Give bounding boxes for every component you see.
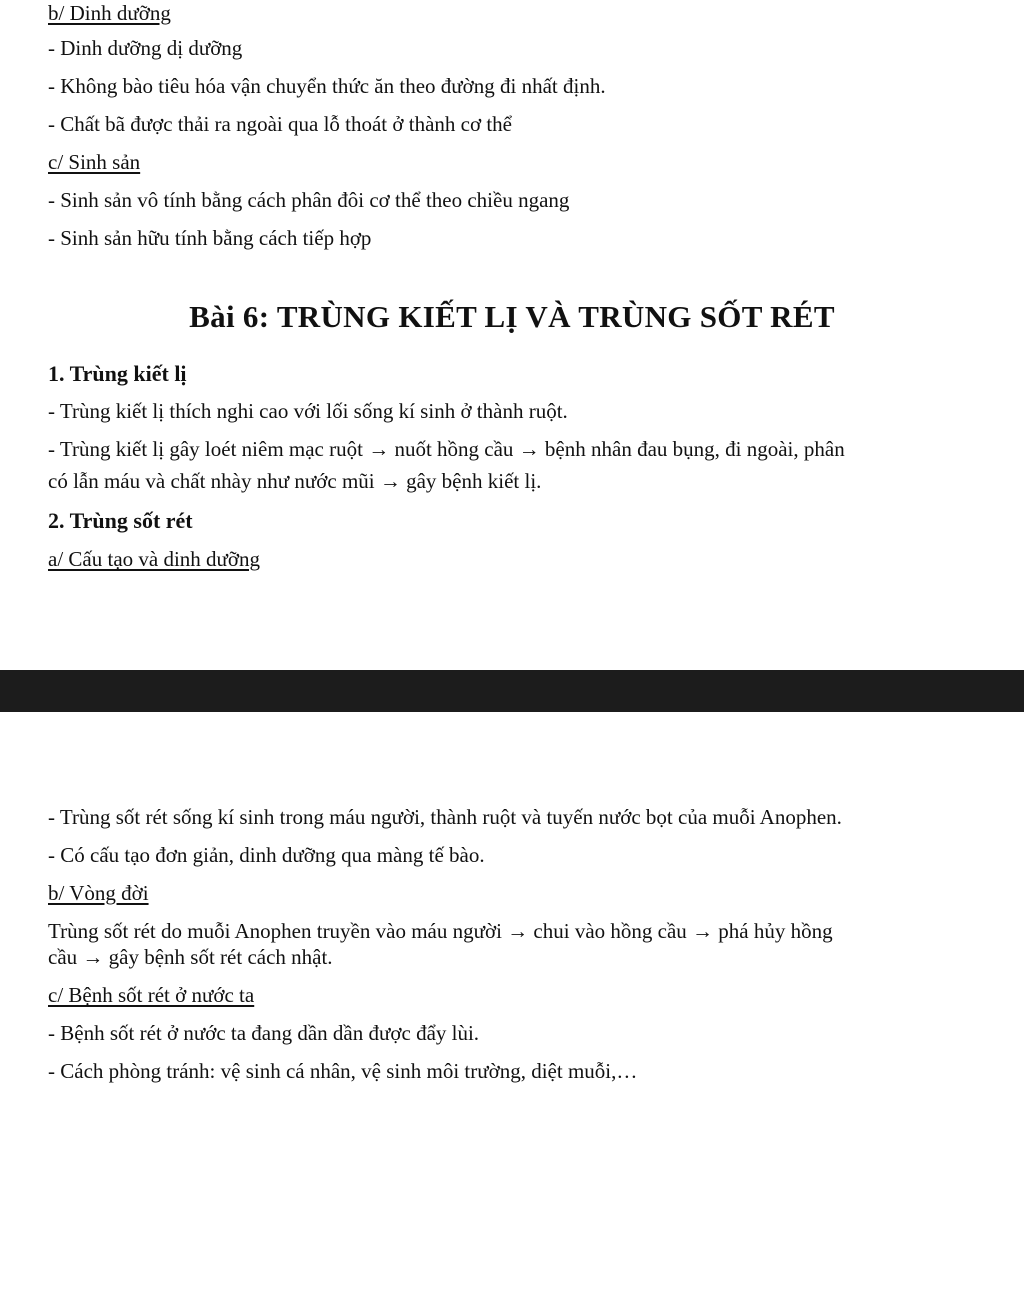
section-1-heading: 1. Trùng kiết lị <box>48 361 187 386</box>
heading-benh-sot-ret: c/ Bệnh sốt rét ở nước ta <box>48 983 255 1007</box>
section-2a-item: - Trùng sốt rét sống kí sinh trong máu người, thành ruột và tuyến nước bọt của muỗi Anophen. <box>48 805 842 829</box>
dinh-duong-item: - Không bào tiêu hóa vận chuyển thức ăn theo đường đi nhất định. <box>48 74 606 98</box>
section-1-item: - Trùng kiết lị thích nghi cao với lối sống kí sinh ở thành ruột. <box>48 399 568 423</box>
benh-item: - Cách phòng tránh: vệ sinh cá nhân, vệ sinh môi trường, diệt muỗi,… <box>48 1059 638 1083</box>
vong-doi-line: cầu → gây bệnh sốt rét cách nhật. <box>48 945 333 969</box>
page-separator <box>0 670 1024 712</box>
section-2a-item: - Có cấu tạo đơn giản, dinh dưỡng qua màng tế bào. <box>48 843 485 867</box>
heading-vong-doi: b/ Vòng đời <box>48 881 149 905</box>
section-1-item: - Trùng kiết lị gây loét niêm mạc ruột → nuốt hồng cầu → bệnh nhân đau bụng, đi ngoài, phân <box>48 437 845 461</box>
lesson-title: Bài 6: TRÙNG KIẾT LỊ VÀ TRÙNG SỐT RÉT <box>189 299 835 334</box>
section-1-item-continued: có lẫn máu và chất nhày như nước mũi → gây bệnh kiết lị. <box>48 469 542 493</box>
benh-item: - Bệnh sốt rét ở nước ta đang dần dần được đẩy lùi. <box>48 1021 480 1045</box>
section-2-heading: 2. Trùng sốt rét <box>48 508 193 533</box>
vong-doi-line: Trùng sốt rét do muỗi Anophen truyền vào máu người → chui vào hồng cầu → phá hủy hồng <box>48 919 833 943</box>
sinh-san-item: - Sinh sản vô tính bằng cách phân đôi cơ thể theo chiều ngang <box>48 188 570 212</box>
sinh-san-item: - Sinh sản hữu tính bằng cách tiếp hợp <box>48 226 372 250</box>
dinh-duong-item: - Chất bã được thải ra ngoài qua lỗ thoát ở thành cơ thể <box>48 112 512 136</box>
heading-sinh-san: c/ Sinh sản <box>48 150 141 174</box>
section-2a-heading: a/ Cấu tạo và dinh dưỡng <box>48 547 261 571</box>
dinh-duong-item: - Dinh dưỡng dị dưỡng <box>48 36 243 60</box>
heading-dinh-duong: b/ Dinh dưỡng <box>48 1 171 25</box>
